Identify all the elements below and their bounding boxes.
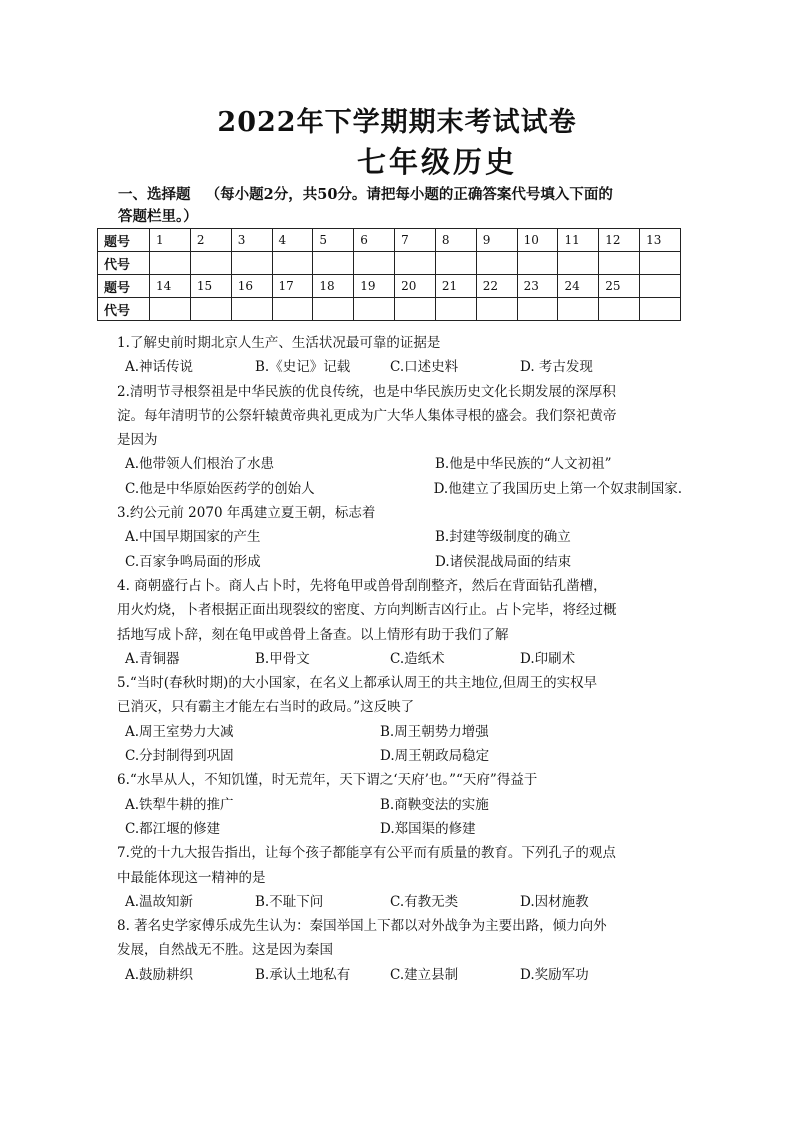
section-heading: 一、选择题 (118, 186, 191, 203)
question-number-cell: 23 (517, 275, 558, 298)
answer-option: C.造纸术 (390, 650, 445, 667)
answer-option: D. 考古发现 (520, 359, 593, 376)
answer-cell[interactable] (558, 252, 599, 275)
answer-cell[interactable] (231, 298, 272, 321)
question-stem: 发展，自然战无不胜。这是因为秦国 (117, 942, 333, 959)
table-row-numbers (98, 275, 681, 298)
answer-cell[interactable] (517, 252, 558, 275)
answer-option: C.建立县制 (390, 966, 459, 983)
question-stem: 已消灭，只有霸主才能左右当时的政局。”这反映了 (117, 699, 415, 716)
answer-option: C.有教无类 (390, 893, 459, 910)
answer-cell[interactable] (395, 252, 436, 275)
answer-cell[interactable] (354, 252, 395, 275)
answer-table (97, 228, 681, 321)
answer-option: A.周王室势力大减 (125, 723, 234, 740)
row-label: 代号 (98, 298, 150, 321)
option-row (117, 452, 682, 476)
answer-cell[interactable] (558, 298, 599, 321)
answer-option: B.不耻下问 (255, 893, 324, 910)
answer-option: C.都江堰的修建 (125, 820, 221, 837)
question-number-cell: 24 (558, 275, 599, 298)
table-row-numbers (98, 229, 681, 252)
option-row (117, 720, 682, 744)
option-row (117, 355, 682, 379)
answer-option: D.周王朝政局稳定 (380, 748, 490, 765)
answer-option: B.商鞅变法的实施 (380, 796, 489, 813)
option-row (117, 890, 682, 914)
answer-cell[interactable] (150, 252, 191, 275)
answer-option: D.因材施教 (520, 893, 589, 910)
answer-cell[interactable] (272, 252, 313, 275)
question-number-cell: 13 (640, 229, 681, 252)
answer-option: C.口述史料 (390, 359, 459, 376)
question-number-cell: 2 (190, 229, 231, 252)
option-row (117, 550, 682, 574)
question-number-cell: 6 (354, 229, 395, 252)
question-number-cell: 17 (272, 275, 313, 298)
answer-option: A.铁犁牛耕的推广 (125, 796, 234, 813)
answer-option: D.诸侯混战局面的结束 (435, 553, 572, 570)
question-item (117, 671, 682, 768)
question-number-cell: 10 (517, 229, 558, 252)
option-row (117, 647, 682, 671)
question-number-cell: 25 (599, 275, 640, 298)
question-number-cell: 22 (476, 275, 517, 298)
question-number-cell (640, 275, 681, 298)
answer-cell[interactable] (435, 298, 476, 321)
row-label: 代号 (98, 252, 150, 275)
answer-option: B.承认土地私有 (255, 966, 351, 983)
answer-option: C.分封制得到巩固 (125, 748, 234, 765)
answer-option: A.神话传说 (125, 359, 194, 376)
question-stem: 4. 商朝盛行占卜。商人占卜时，先将龟甲或兽骨刮削整齐，然后在背面钻孔凿槽， (117, 577, 607, 594)
question-item (117, 768, 682, 841)
answer-cell[interactable] (599, 252, 640, 275)
answer-cell[interactable] (272, 298, 313, 321)
question-item (117, 331, 682, 380)
answer-cell[interactable] (476, 252, 517, 275)
answer-cell[interactable] (313, 252, 354, 275)
question-number-cell: 19 (354, 275, 395, 298)
answer-cell[interactable] (190, 298, 231, 321)
answer-option: B.甲骨文 (255, 650, 310, 667)
exam-title: 2022年下学期期末考试试卷 (217, 107, 577, 138)
question-number-cell: 16 (231, 275, 272, 298)
question-stem: 中最能体现这一精神的是 (117, 869, 266, 886)
answer-option: D.印刷术 (520, 650, 576, 667)
question-number-cell: 9 (476, 229, 517, 252)
question-stem: 淀。每年清明节的公祭轩辕黄帝典礼更成为广大华人集体寻根的盛会。我们祭祀黄帝 (117, 407, 617, 424)
option-row (117, 477, 682, 501)
row-label: 题号 (98, 229, 150, 252)
question-item (117, 501, 682, 574)
question-number-cell: 14 (150, 275, 191, 298)
question-item (117, 914, 682, 987)
answer-option: D.他建立了我国历史上第一个奴隶制国家. (433, 480, 682, 497)
question-item (117, 841, 682, 914)
question-stem: 括地写成卜辞，刻在龟甲或兽骨上备查。以上情形有助于我们了解 (117, 626, 509, 643)
answer-cell[interactable] (313, 298, 354, 321)
question-stem: 是因为 (117, 432, 158, 449)
question-stem: 3.约公元前 2070 年禹建立夏王朝，标志着 (117, 505, 376, 522)
question-number-cell: 5 (313, 229, 354, 252)
answer-option: B.周王朝势力增强 (380, 723, 489, 740)
answer-cell[interactable] (395, 298, 436, 321)
question-stem: 7.党的十九大报告指出，让每个孩子都能享有公平而有质量的教育。下列孔子的观点 (117, 845, 616, 862)
question-item (117, 380, 682, 501)
answer-option: D.奖励军功 (520, 966, 589, 983)
answer-option: A.青铜器 (125, 650, 180, 667)
option-row (117, 793, 682, 817)
question-number-cell: 1 (150, 229, 191, 252)
question-list (117, 331, 682, 987)
option-row (117, 525, 682, 549)
question-stem: 5.“当时(春秋时期)的大小国家，在名义上都承认周王的共主地位,但周王的实权早 (117, 675, 598, 692)
answer-option: C.他是中华原始医药学的创始人 (125, 480, 315, 497)
question-stem: 8. 著名史学家傅乐成先生认为：秦国举国上下都以对外战争为主要出路，倾力向外 (117, 918, 607, 935)
answer-option: B.封建等级制度的确立 (435, 529, 571, 546)
question-number-cell: 4 (272, 229, 313, 252)
answer-cell[interactable] (190, 252, 231, 275)
table-row-answers (98, 298, 681, 321)
question-item (117, 574, 682, 671)
answer-option: A.中国早期国家的产生 (125, 529, 261, 546)
question-number-cell: 7 (395, 229, 436, 252)
question-number-cell: 12 (599, 229, 640, 252)
answer-cell[interactable] (354, 298, 395, 321)
question-number-cell: 3 (231, 229, 272, 252)
answer-option: C.百家争鸣局面的形成 (125, 553, 261, 570)
question-number-cell: 11 (558, 229, 599, 252)
question-stem: 1.了解史前时期北京人生产、生活状况最可靠的证据是 (117, 335, 441, 351)
answer-cell[interactable] (435, 252, 476, 275)
question-stem: 用火灼烧，卜者根据正面出现裂纹的密度、方向判断吉凶行止。占卜完毕，将经过概 (117, 602, 617, 619)
exam-subtitle: 七年级历史 (356, 145, 517, 179)
option-row (117, 817, 682, 841)
section-header (118, 184, 688, 228)
question-number-cell: 8 (435, 229, 476, 252)
answer-option: A.温故知新 (125, 893, 194, 910)
question-number-cell: 18 (313, 275, 354, 298)
answer-option: B.《史记》记载 (255, 359, 351, 376)
answer-cell[interactable] (599, 298, 640, 321)
answer-cell[interactable] (640, 298, 681, 321)
option-row (117, 744, 682, 768)
question-stem: 2.清明节寻根祭祖是中华民族的优良传统，也是中华民族历史文化长期发展的深厚积 (117, 383, 616, 400)
section-instruction-cont: 答题栏里。） (118, 208, 198, 225)
question-number-cell: 15 (190, 275, 231, 298)
answer-option: B.他是中华民族的“人文初祖” (435, 456, 612, 473)
answer-cell[interactable] (517, 298, 558, 321)
answer-option: D.郑国渠的修建 (380, 820, 476, 837)
question-number-cell: 21 (435, 275, 476, 298)
answer-cell[interactable] (150, 298, 191, 321)
question-stem: 6.“水旱从人，不知饥馑，时无荒年，天下谓之‘天府’也。”“天府”得益于 (117, 772, 538, 789)
answer-cell[interactable] (231, 252, 272, 275)
answer-cell[interactable] (640, 252, 681, 275)
answer-option: A.鼓励耕织 (125, 966, 194, 983)
option-row (117, 963, 682, 987)
answer-option: A.他带领人们根治了水患 (125, 456, 275, 473)
answer-cell[interactable] (476, 298, 517, 321)
question-number-cell: 20 (395, 275, 436, 298)
row-label: 题号 (98, 275, 150, 298)
table-row-answers (98, 252, 681, 275)
section-instruction: （每小题2分，共50分。请把每小题的正确答案代号填入下面的 (205, 186, 613, 203)
